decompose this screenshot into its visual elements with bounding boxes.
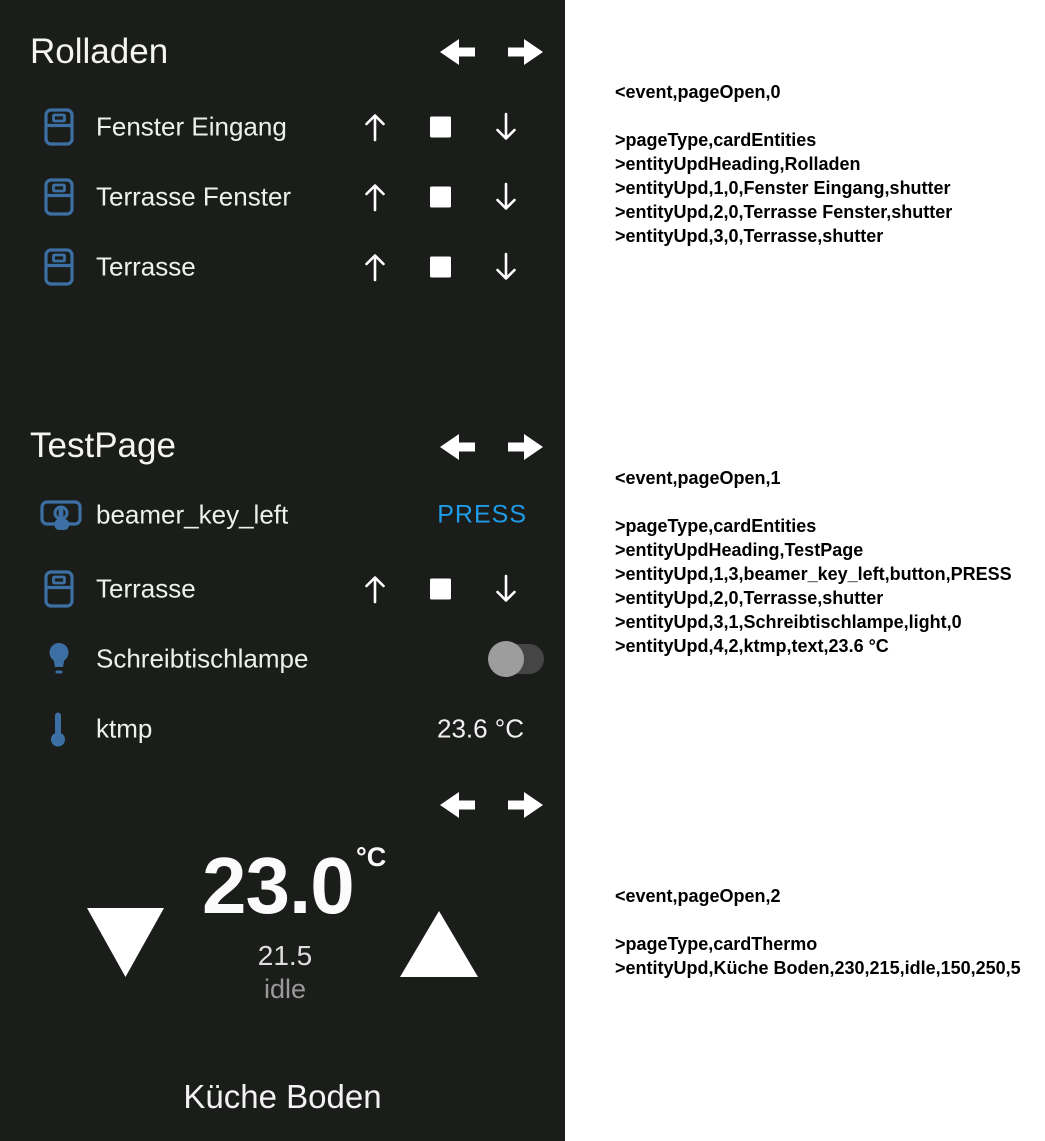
log-line: >entityUpd,1,0,Fenster Eingang,shutter (615, 178, 951, 198)
entity-label: Fenster Eingang (96, 111, 287, 142)
shutter-stop-button[interactable] (430, 187, 451, 208)
page-nav (440, 432, 543, 462)
log-block-page2 (615, 884, 1043, 980)
log-line: >pageType,cardThermo (615, 934, 818, 954)
entity-row (0, 624, 565, 694)
log-line: >entityUpdHeading,TestPage (615, 540, 864, 560)
entity-row (0, 232, 565, 302)
log-block-page1 (615, 466, 1043, 658)
current-temperature: 23.0 (202, 841, 354, 930)
nav-prev-icon[interactable] (440, 37, 475, 67)
log-line (615, 104, 1043, 128)
entity-row (0, 92, 565, 162)
nav-next-icon[interactable] (508, 432, 543, 462)
shutter-down-button[interactable] (494, 573, 518, 605)
window-shutter-icon (44, 248, 74, 286)
entity-label: Schreibtischlampe (96, 643, 309, 674)
page-nav (440, 790, 543, 820)
window-shutter-icon (44, 570, 74, 608)
light-toggle[interactable] (488, 641, 544, 677)
log-line (615, 490, 1043, 514)
log-line: >pageType,cardEntities (615, 516, 817, 536)
entity-row (0, 694, 565, 764)
thermo-card (0, 762, 565, 1141)
log-line: <event,pageOpen,2 (615, 886, 781, 906)
log-line (615, 908, 1043, 932)
entity-label: beamer_key_left (96, 499, 289, 530)
page-title: TestPage (30, 426, 176, 465)
log-line: >entityUpd,4,2,ktmp,text,23.6 °C (615, 636, 889, 656)
entity-label: Terrasse (96, 573, 196, 604)
rolladen-card (0, 0, 565, 392)
log-line: >entityUpd,3,1,Schreibtischlampe,light,0 (615, 612, 962, 632)
log-line: >entityUpd,2,0,Terrasse,shutter (615, 588, 884, 608)
hvac-state: idle (263, 974, 307, 1004)
entity-label: Terrasse Fenster (96, 181, 292, 212)
shutter-stop-button[interactable] (430, 579, 451, 600)
log-line: <event,pageOpen,1 (615, 468, 781, 488)
temp-up-button[interactable] (400, 911, 478, 977)
log-line: >entityUpd,Küche Boden,230,215,idle,150,250,5 (615, 958, 1021, 978)
shutter-down-button[interactable] (494, 251, 518, 283)
shutter-up-button[interactable] (363, 181, 387, 213)
log-line: >pageType,cardEntities (615, 130, 817, 150)
log-block-page0 (615, 80, 1043, 248)
log-line: >entityUpdHeading,Rolladen (615, 154, 861, 174)
temp-down-button[interactable] (87, 908, 164, 977)
entity-row (0, 162, 565, 232)
entity-row (0, 480, 565, 550)
log-line: <event,pageOpen,0 (615, 82, 781, 102)
toggle-knob[interactable] (488, 641, 524, 677)
entity-row (0, 554, 565, 624)
shutter-down-button[interactable] (494, 181, 518, 213)
sensor-value: 23.6 °C (436, 713, 524, 744)
press-button[interactable]: PRESS (437, 500, 527, 529)
log-line: >entityUpd,2,0,Terrasse Fenster,shutter (615, 202, 953, 222)
entity-label: Terrasse (96, 251, 196, 282)
nav-prev-icon[interactable] (440, 432, 475, 462)
thermometer-icon (50, 711, 66, 747)
target-temperature: 21.5 (257, 940, 313, 971)
log-line: >entityUpd,3,0,Terrasse,shutter (615, 226, 884, 246)
lightbulb-icon (46, 641, 72, 677)
nav-prev-icon[interactable] (440, 790, 475, 820)
window-shutter-icon (44, 178, 74, 216)
shutter-up-button[interactable] (363, 251, 387, 283)
thermo-title: Küche Boden (183, 1078, 382, 1115)
window-shutter-icon (44, 108, 74, 146)
nav-next-icon[interactable] (508, 790, 543, 820)
page-nav (440, 37, 543, 67)
shutter-stop-button[interactable] (430, 117, 451, 138)
gesture-tap-button-icon (40, 497, 82, 533)
nav-next-icon[interactable] (508, 37, 543, 67)
temperature-unit: °C (356, 842, 387, 872)
shutter-stop-button[interactable] (430, 257, 451, 278)
log-line: >entityUpd,1,3,beamer_key_left,button,PRESS (615, 564, 1012, 584)
entity-label: ktmp (96, 713, 153, 744)
page-title: Rolladen (30, 32, 169, 71)
shutter-down-button[interactable] (494, 111, 518, 143)
shutter-up-button[interactable] (363, 111, 387, 143)
testpage-card (0, 392, 565, 762)
shutter-up-button[interactable] (363, 573, 387, 605)
